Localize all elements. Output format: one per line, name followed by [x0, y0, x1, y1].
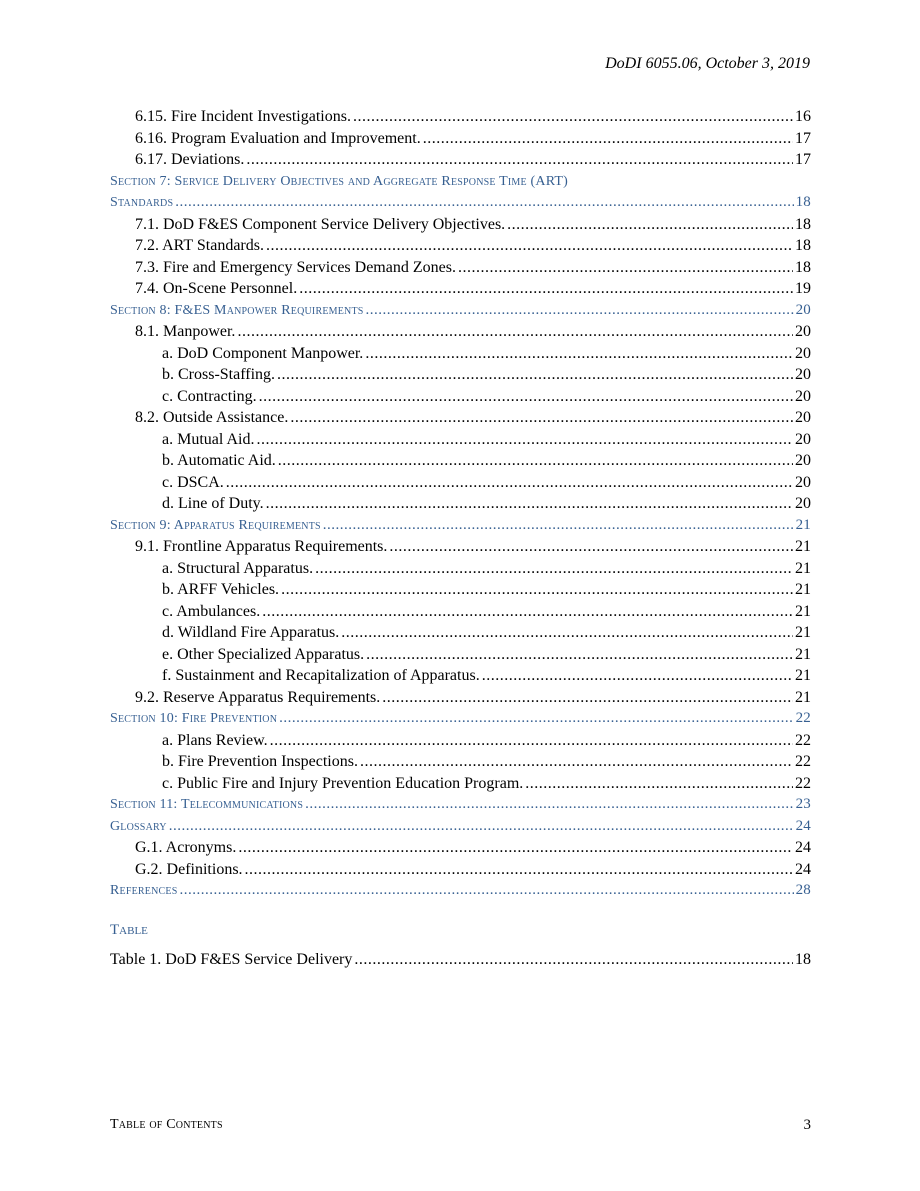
toc-entry-page: 20	[795, 430, 811, 448]
toc-entry-label: Section 9: Apparatus Requirements	[110, 517, 321, 533]
table-of-contents	[110, 106, 811, 971]
toc-entry-page: 21	[795, 602, 811, 620]
toc-entry-label: a. DoD Component Manpower.	[162, 344, 364, 362]
toc-entry[interactable]	[110, 300, 811, 322]
toc-entry-label: 8.1. Manpower.	[135, 323, 236, 340]
toc-entry-page: 20	[795, 495, 811, 512]
toc-entry[interactable]	[110, 429, 811, 451]
toc-entry[interactable]	[110, 558, 811, 580]
toc-entry-label: Table 1. DoD F&ES Service Delivery	[110, 951, 353, 968]
toc-entry[interactable]	[110, 949, 811, 971]
toc-entry[interactable]	[110, 859, 811, 881]
dot-leader	[278, 450, 793, 472]
toc-entry[interactable]	[110, 794, 811, 816]
toc-entry-page: 20	[795, 387, 811, 405]
toc-entry-label: 8.2. Outside Assistance.	[135, 409, 289, 426]
toc-entry-label: 7.3. Fire and Emergency Services Demand Zones.	[135, 258, 456, 276]
toc-entry[interactable]	[110, 386, 811, 408]
toc-entry-page: 21	[795, 667, 811, 684]
toc-entry-label: b. Automatic Aid.	[162, 452, 276, 469]
dot-leader	[281, 579, 793, 601]
toc-entry[interactable]	[110, 665, 811, 687]
toc-entry[interactable]	[110, 644, 811, 666]
toc-entry[interactable]	[110, 536, 811, 558]
toc-entry-label: G.2. Definitions.	[135, 860, 243, 878]
dot-leader	[389, 536, 793, 558]
dot-leader	[290, 407, 793, 429]
dot-leader	[179, 880, 793, 902]
toc-entry-label: c. Public Fire and Injury Prevention Education Program.	[162, 774, 524, 792]
dot-leader	[353, 106, 793, 128]
toc-entry-label: G.1. Acronyms.	[135, 839, 237, 856]
dot-leader	[366, 300, 794, 322]
toc-entry-label: c. Contracting.	[162, 387, 257, 405]
footer-title: Table of Contents	[110, 1117, 223, 1132]
dot-leader	[266, 235, 793, 257]
toc-entry-label: e. Other Specialized Apparatus.	[162, 645, 365, 663]
toc-entry[interactable]	[110, 364, 811, 386]
toc-entry-label: b. Cross-Staffing.	[162, 366, 276, 383]
toc-entry[interactable]	[110, 601, 811, 623]
toc-entry-label: a. Plans Review.	[162, 731, 268, 749]
toc-entry-page: 18	[795, 194, 811, 210]
toc-entry-label: b. Fire Prevention Inspections.	[162, 753, 358, 770]
toc-entry[interactable]	[110, 128, 811, 150]
toc-entry-page: 22	[795, 731, 811, 749]
dot-leader	[238, 837, 793, 859]
toc-entry-label: d. Line of Duty.	[162, 495, 264, 512]
dot-leader	[360, 751, 793, 773]
toc-entry[interactable]	[110, 407, 811, 429]
toc-entry[interactable]	[110, 321, 811, 343]
toc-entry-list	[110, 106, 811, 902]
dot-leader	[277, 364, 793, 386]
list-of-tables-heading: Table	[110, 921, 148, 938]
toc-entry[interactable]	[110, 192, 811, 214]
dot-leader	[175, 192, 793, 214]
toc-entry-label: Section 7: Service Delivery Objectives and Aggregate Response Time (ART)	[110, 173, 569, 189]
toc-entry[interactable]	[110, 837, 811, 859]
dot-leader	[507, 214, 793, 236]
toc-entry-page: 18	[795, 258, 811, 276]
toc-entry[interactable]	[110, 687, 811, 709]
toc-entry-page: 21	[795, 559, 811, 577]
toc-entry[interactable]	[110, 730, 811, 752]
toc-entry-page: 20	[795, 473, 811, 491]
dot-leader	[354, 949, 793, 971]
dot-leader	[458, 257, 793, 279]
toc-entry-page: 23	[795, 796, 811, 812]
toc-entry-page: 21	[795, 581, 811, 598]
toc-entry[interactable]	[110, 708, 811, 730]
toc-entry[interactable]	[110, 579, 811, 601]
dot-leader	[246, 149, 793, 171]
toc-entry[interactable]	[110, 450, 811, 472]
toc-entry[interactable]	[110, 751, 811, 773]
toc-entry-page: 21	[795, 645, 811, 663]
dot-leader	[299, 278, 793, 300]
toc-entry-label: 7.1. DoD F&ES Component Service Delivery Objectives.	[135, 215, 506, 233]
dot-leader	[525, 773, 793, 795]
page-number: 3	[803, 1117, 811, 1133]
toc-entry[interactable]	[110, 106, 811, 128]
toc-entry-page: 18	[795, 951, 811, 968]
toc-entry-label: 9.1. Frontline Apparatus Requirements.	[135, 538, 388, 555]
toc-entry-page: 24	[795, 817, 811, 834]
dot-leader	[226, 472, 793, 494]
toc-entry-label: References	[110, 883, 178, 898]
dot-leader	[169, 816, 794, 838]
toc-entry-page: 21	[795, 624, 811, 641]
toc-entry-page: 24	[795, 860, 811, 878]
toc-entry-page: 21	[795, 688, 811, 706]
toc-entry[interactable]	[110, 472, 811, 494]
toc-entry[interactable]	[110, 257, 811, 279]
toc-entry-page: 28	[795, 882, 811, 898]
dot-leader	[256, 429, 793, 451]
toc-entry-label: Section 11: Telecommunications	[110, 797, 304, 812]
toc-entry-label: a. Mutual Aid.	[162, 430, 255, 448]
toc-entry-label: 7.2. ART Standards.	[135, 237, 264, 254]
toc-entry-page: 22	[795, 753, 811, 770]
toc-entry-label: d. Wildland Fire Apparatus.	[162, 624, 340, 641]
toc-entry-label: f. Sustainment and Recapitalization of Apparatus.	[162, 667, 480, 684]
toc-entry-label: a. Structural Apparatus.	[162, 559, 314, 577]
toc-entry-page: 22	[795, 774, 811, 792]
dot-leader	[365, 343, 793, 365]
dot-leader	[366, 644, 793, 666]
toc-entry[interactable]	[110, 515, 811, 537]
dot-leader	[323, 515, 794, 537]
dot-leader	[305, 794, 793, 816]
dot-leader	[245, 859, 793, 881]
toc-entry-page: 19	[795, 280, 811, 297]
toc-entry-page: 21	[795, 516, 811, 533]
toc-entry-page: 20	[795, 301, 811, 318]
toc-entry[interactable]	[110, 493, 811, 515]
dot-leader	[341, 622, 793, 644]
dot-leader	[262, 601, 793, 623]
toc-entry-page: 20	[795, 323, 811, 340]
dot-leader	[382, 687, 793, 709]
toc-entry-label: 6.17. Deviations.	[135, 151, 245, 168]
dot-leader	[423, 128, 793, 150]
toc-entry-label: Section 10: Fire Prevention	[110, 711, 278, 726]
toc-entry-label: Glossary	[110, 818, 167, 834]
dot-leader	[266, 493, 793, 515]
toc-entry[interactable]	[110, 773, 811, 795]
toc-entry[interactable]	[110, 343, 811, 365]
toc-entry[interactable]	[110, 214, 811, 236]
toc-entry-page: 17	[795, 129, 811, 147]
toc-entry[interactable]	[110, 816, 811, 838]
toc-entry-label: 7.4. On-Scene Personnel.	[135, 280, 298, 297]
toc-entry[interactable]	[110, 278, 811, 300]
toc-entry[interactable]	[110, 622, 811, 644]
dot-leader	[279, 708, 793, 730]
toc-entry-label: 6.16. Program Evaluation and Improvement.	[135, 129, 421, 147]
toc-entry-page: 20	[795, 344, 811, 362]
running-header: DoDI 6055.06, October 3, 2019	[605, 55, 810, 72]
toc-entry-page: 20	[795, 366, 811, 383]
toc-entry-page: 18	[795, 237, 811, 254]
toc-entry[interactable]	[110, 235, 811, 257]
toc-entry-label: 9.2. Reserve Apparatus Requirements.	[135, 688, 381, 706]
dot-leader	[270, 730, 793, 752]
toc-entry-label: b. ARFF Vehicles.	[162, 581, 280, 598]
toc-entry-label: Standards	[110, 195, 174, 210]
toc-entry-page: 16	[795, 108, 811, 125]
toc-entry-page: 17	[795, 151, 811, 168]
toc-entry[interactable]	[110, 171, 811, 193]
toc-entry-page: 24	[795, 839, 811, 856]
toc-entry-page: 20	[795, 452, 811, 469]
dot-leader	[237, 321, 793, 343]
toc-entry-page: 18	[795, 215, 811, 233]
toc-entry-page: 21	[795, 538, 811, 555]
page-footer	[110, 1117, 811, 1134]
toc-entry[interactable]	[110, 149, 811, 171]
toc-entry[interactable]	[110, 880, 811, 902]
list-of-tables	[110, 949, 811, 971]
toc-entry-label: c. DSCA.	[162, 473, 224, 491]
dot-leader	[315, 558, 793, 580]
toc-entry-label: Section 8: F&ES Manpower Requirements	[110, 302, 364, 318]
dot-leader	[259, 386, 793, 408]
toc-entry-page: 20	[795, 409, 811, 426]
toc-entry-label: c. Ambulances.	[162, 602, 261, 620]
toc-entry-label: 6.15. Fire Incident Investigations.	[135, 108, 351, 125]
dot-leader	[482, 665, 793, 687]
toc-entry-page: 22	[795, 710, 811, 726]
